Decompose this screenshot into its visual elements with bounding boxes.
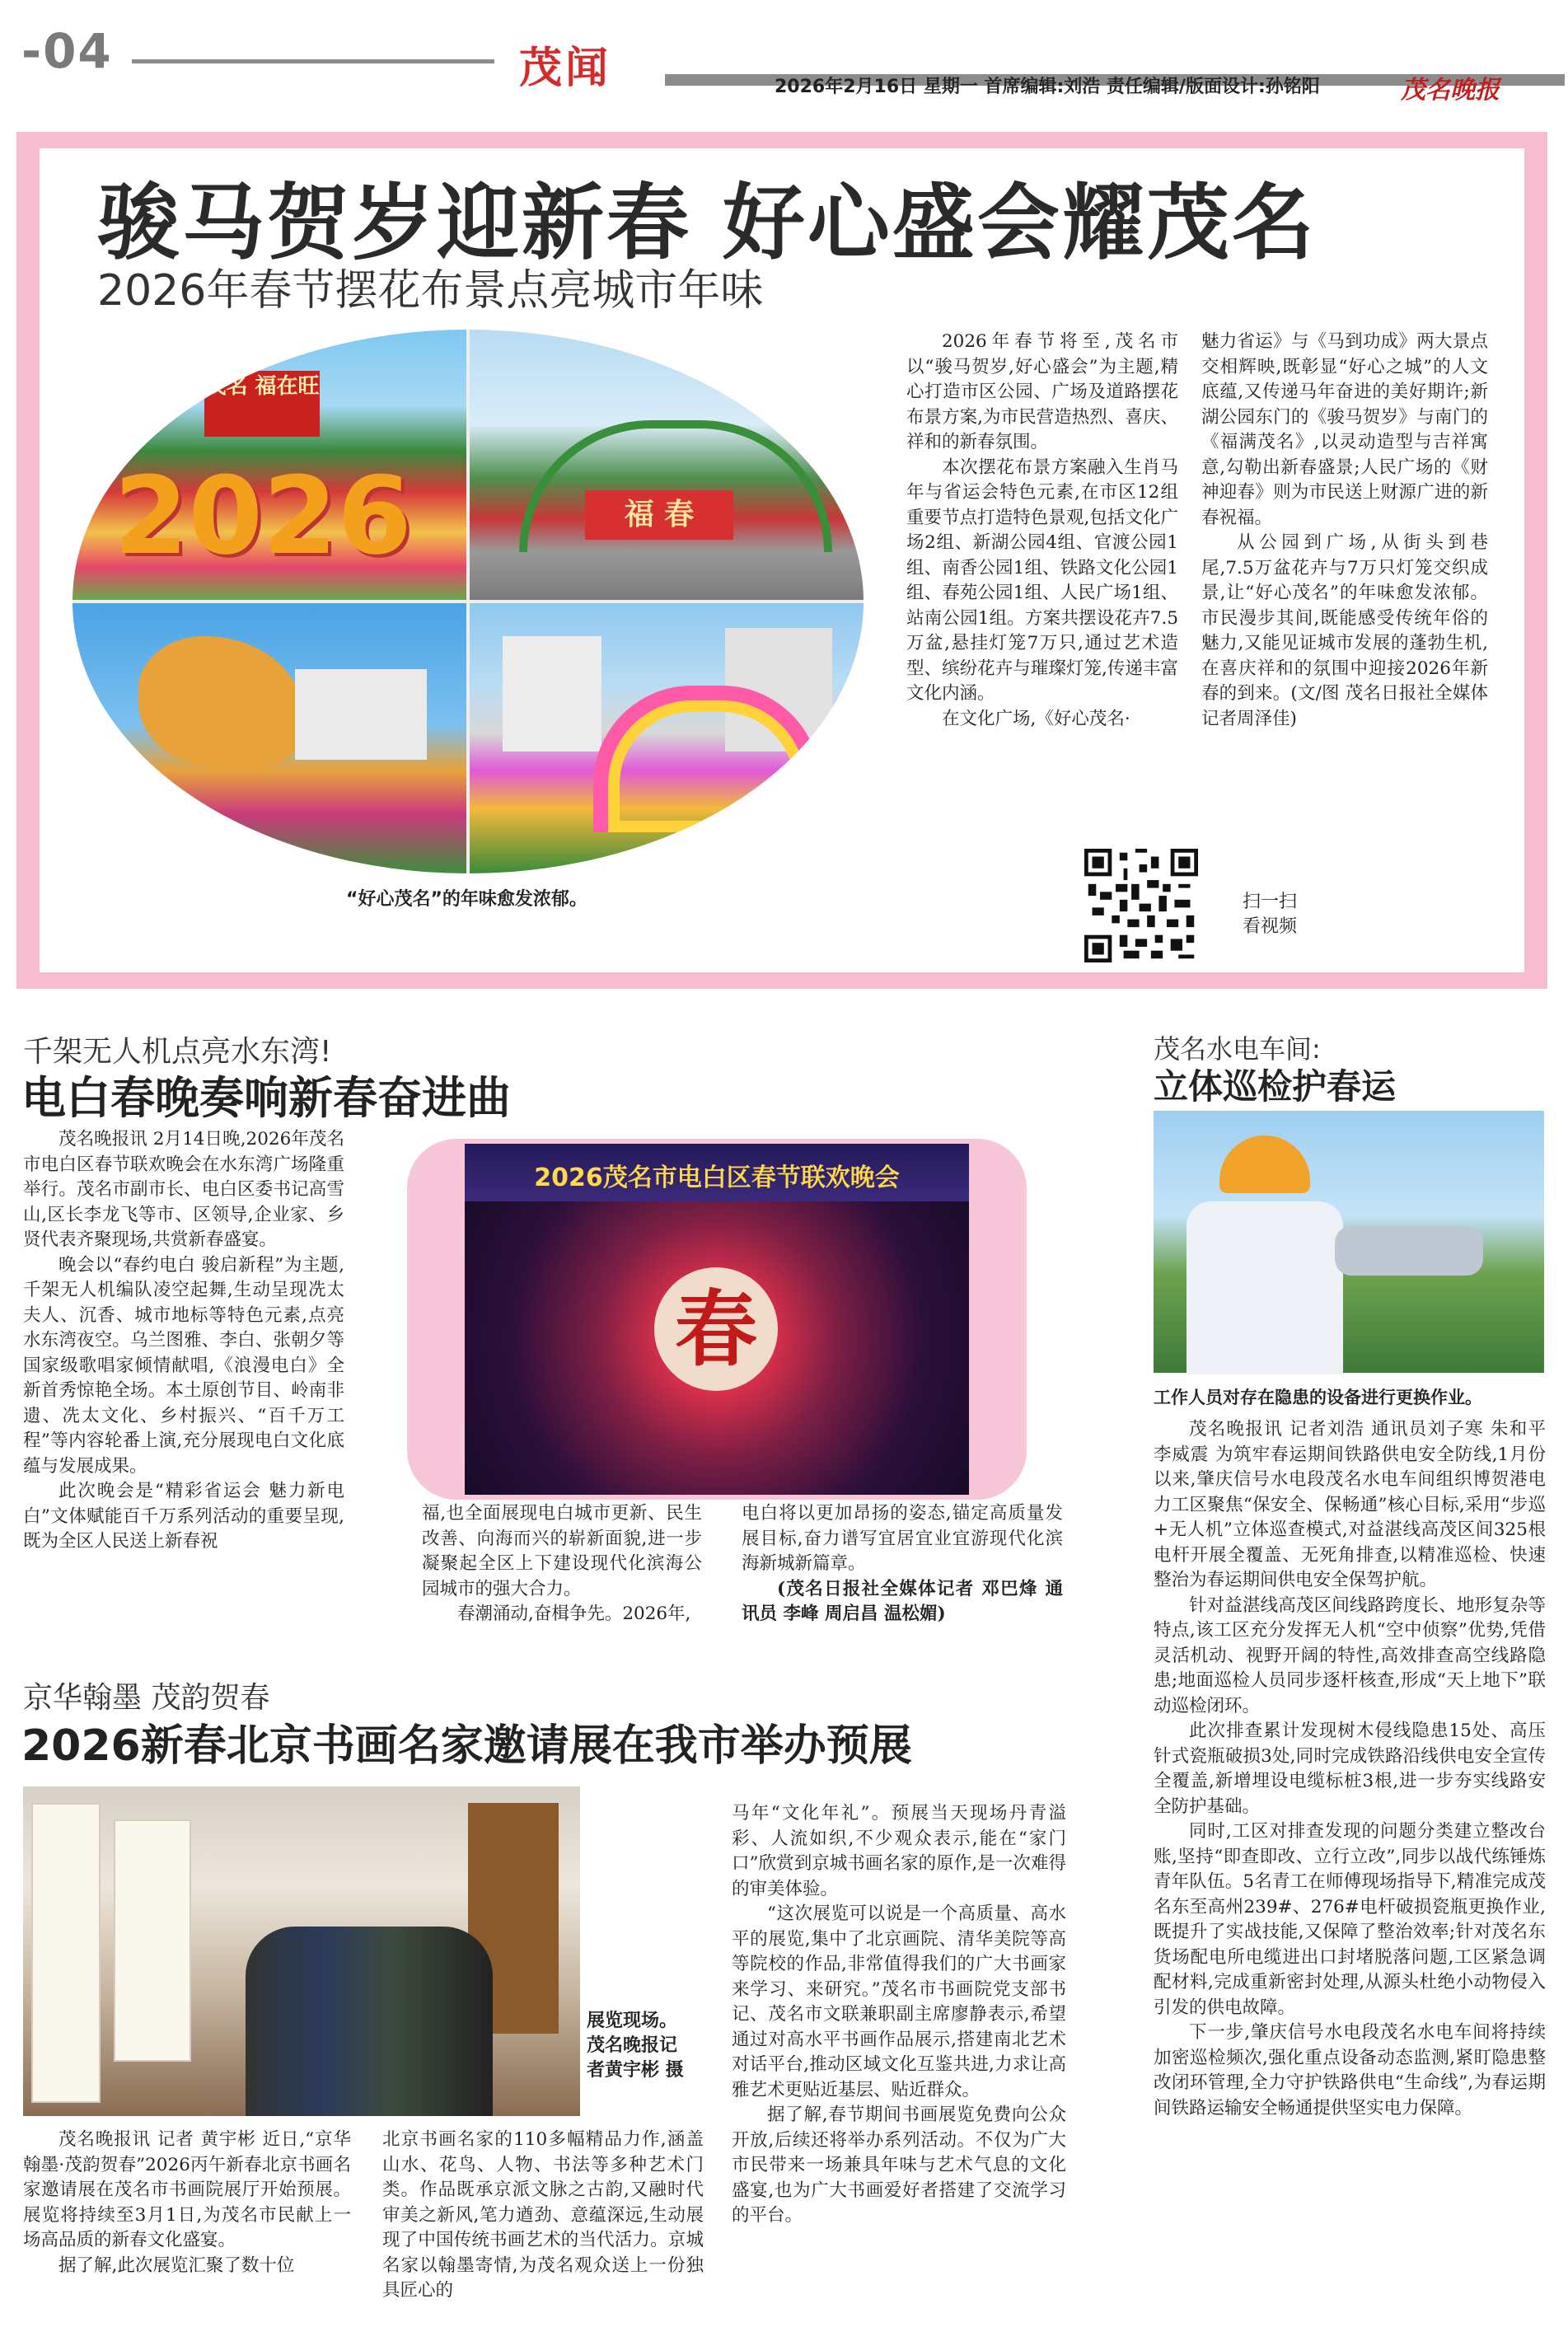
paragraph: 据了解,春节期间书画展览免费向公众开放,后续还将举办系列活动。不仅为广大市民带来一场兼具年味与艺术气息的文化盛宴,也为广大书画爱好者搭建了交流学习的平台。 bbox=[732, 2105, 1066, 2226]
gate-sign: 福 春 bbox=[585, 490, 733, 540]
exhibit-kicker: 京华翰墨 茂韵贺春 bbox=[23, 1681, 270, 1715]
paragraph: 此次晚会是“精彩省运会 魅力新电白”文体赋能百千万系列活动的重要呈现,既为全区人民送上新春祝 bbox=[23, 1481, 344, 1552]
paragraph: 茂名晚报讯 记者 黄宇彬 近日,“京华翰墨·茂韵贺春”2026丙午新春北京书画名家邀请展在茂名市书画院展厅开始预展。展览将持续至3月1日,为茂名市民献上一场高品质的新春文化盛宴。 bbox=[23, 2129, 351, 2250]
feature-column-1 bbox=[906, 330, 1178, 732]
section-name: 茂闻 bbox=[519, 44, 612, 93]
exhibit-photo bbox=[23, 1786, 580, 2116]
stage-title: 2026茂名市电白区春节联欢晚会 bbox=[534, 1164, 900, 1192]
exhibit-headline: 2026新春北京书画名家邀请展在我市举办预展 bbox=[21, 1721, 912, 1771]
hard-hat bbox=[1219, 1135, 1310, 1193]
paragraph: 茂名晚报讯 2月14日晚,2026年茂名市电白区春节联欢晚会在水东湾广场隆重举行。茂名市副市长、电白区委书记高雪山,区长李龙飞等市、区领导,企业家、乡贤代表齐聚现场,共赏新春盛宴。 bbox=[23, 1129, 344, 1250]
header-rule bbox=[132, 59, 494, 63]
drones-column-2 bbox=[422, 1501, 702, 1627]
header-meta: 2026年2月16日 星期一 首席编辑:刘浩 责任编辑/版面设计:孙铭阳 bbox=[775, 77, 1320, 97]
paragraph: “这次展览可以说是一个高质量、高水平的展览,集中了北京画院、清华美院等高等院校的作品,非常值得我们的广大书画家来学习、来研究。”茂名市书画院党支部书记、茂名市文联兼职副主席廖静表示,希望通过对高水平书画作品展示,搭建南北艺术对话平台,推动区域文化互鉴共进,力求让高雅艺术更贴近基层、贴近群众。 bbox=[732, 1903, 1066, 2100]
stage-character: 春 bbox=[654, 1267, 778, 1391]
exhibit-column-2 bbox=[382, 2128, 704, 2304]
newspaper-logo: 茂名晚报 bbox=[1401, 76, 1500, 105]
visitors bbox=[246, 1927, 493, 2116]
qr-label: 扫一扫 看视频 bbox=[1243, 892, 1298, 937]
paragraph: 晚会以“春约电白 骏启新程”为主题,千架无人机编队凌空起舞,生动呈现冼太夫人、沉香、城市地标等特色元素,点亮水东湾夜空。乌兰图雅、李白、张朝夕等国家级歌唱家倾情献唱,《浪漫电白》全新首秀惊艳全场。本土原创节目、岭南非遗、冼太文化、乡村振兴、“百千万工程”等内容轮番上演,充分展现电白文化底蕴与发展成果。 bbox=[23, 1254, 344, 1477]
paragraph: 下一步,肇庆信号水电段茂名水电车间将持续加密巡检频次,强化重点设备动态监测,紧盯隐患整改闭环管理,全力守护铁路供电“生命线”,为春运期间铁路运输安全畅通提供坚实电力保障。 bbox=[1154, 2022, 1546, 2119]
photo-horse-display bbox=[73, 603, 466, 873]
paragraph: 同时,工区对排查发现的问题分类建立整改台账,坚持“即查即改、立行立改”,同步以战代练锤炼青年队伍。5名青工在师傅现场指导下,精准完成茂名东至高州239#、276#电杆破损瓷瓶更换作业,既提升了实战技能,又保障了整治效率;针对茂名东货场配电所电缆进出口封堵脱落问题,工区紧急调配材料,完成重新密封处理,从源头杜绝小动物侵入引发的供电故障。 bbox=[1154, 1821, 1546, 2018]
drones-kicker: 千架无人机点亮水东湾! bbox=[23, 1035, 332, 1069]
photo-flower-2026 bbox=[73, 330, 466, 600]
drones-column-3 bbox=[742, 1501, 1063, 1627]
paragraph: 魅力省运》与《马到功成》两大景点交相辉映,既彰显“好心之城”的人文底蕴,又传递马年奋进的美好期许;新湖公园东门的《骏马贺岁》与南门的《福满茂名》,以灵动造型与吉祥寓意,勾勒出新春盛景;人民广场的《财神迎春》则为市民送上财源广进的新春祝福。 bbox=[1201, 331, 1488, 528]
feature-headline: 骏马贺岁迎新春 好心盛会耀茂名 bbox=[97, 175, 1317, 271]
photo-rainbow-display bbox=[470, 603, 864, 873]
photo-2026-text: 2026 bbox=[114, 453, 412, 578]
paragraph: 2026年春节将至,茂名市以“骏马贺岁,好心盛会”为主题,精心打造市区公园、广场及道路摆花布景方案,为市民营造热烈、喜庆、祥和的新春氛围。 bbox=[906, 331, 1178, 452]
gala-photo bbox=[465, 1144, 969, 1495]
feature-column-2 bbox=[1201, 330, 1488, 732]
horse-sculpture bbox=[138, 636, 303, 768]
qr-code[interactable] bbox=[1084, 849, 1198, 962]
calligraphy-scroll bbox=[114, 1819, 191, 2062]
paragraph: 此次排查累计发现树木侵线隐患15处、高压针式瓷瓶破损3处,同时完成铁路沿线供电安全宣传全覆盖,新增埋设电缆标桩3根,进一步夯实线路安全防护基础。 bbox=[1154, 1721, 1546, 1817]
power-photo-caption: 工作人员对存在隐患的设备进行更换作业。 bbox=[1154, 1388, 1482, 1407]
byline: (茂名日报社全媒体记者 邓巴烽 通讯员 李峰 周启昌 温松媚) bbox=[742, 1578, 1063, 1624]
paragraph: 福,也全面展现电白城市更新、民生改善、向海而兴的崭新面貌,进一步凝聚起全区上下建设现代化滨海公园城市的强大合力。 bbox=[422, 1503, 702, 1599]
paragraph: 马年“文化年礼”。预展当天现场丹青溢彩、人流如织,不少观众表示,能在“家门口”欣赏到京城书画名家的原作,是一次难得的审美体验。 bbox=[732, 1803, 1066, 1899]
exhibit-column-3 bbox=[732, 1801, 1066, 2229]
insulator bbox=[1335, 1226, 1483, 1276]
photo-park-gate bbox=[470, 330, 864, 600]
paragraph: 从公园到广场,从街头到巷尾,7.5万盆花卉与7万只灯笼交织成景,让“好心茂名”的年味愈发浓郁。市民漫步其间,既能感受传统年俗的魅力,又能见证城市发展的蓬勃生机,在喜庆祥和的氛围中迎接2026年新春的到来。(文/图 茂名日报社全媒体记者周泽佳) bbox=[1201, 532, 1488, 729]
page-number: -04 bbox=[21, 23, 113, 79]
paragraph: 本次摆花布景方案融入生肖马年与省运会特色元素,在市区12组重要节点打造特色景观,包括文化广场2组、新湖公园4组、官渡公园1组、南香公园1组、铁路文化公园1组、春苑公园1组、人民广场1组、站南公园1组。方案共摆设花卉7.5万盆,悬挂灯笼7万只,通过艺术造型、缤纷花卉与璀璨灯笼,传递丰富文化内涵。 bbox=[906, 457, 1178, 704]
power-headline: 立体巡检护春运 bbox=[1154, 1066, 1397, 1107]
paragraph: 茂名晚报讯 记者刘浩 通讯员刘子寒 朱和平 李威震 为筑牢春运期间铁路供电安全防线,1月份以来,肇庆信号水电段茂名水电车间组织博贺港电力工区聚焦“保安全、保畅通”核心目标,采用“步巡+无人机”立体巡查模式,对益湛线高茂区间325根电杆开展全覆盖、无死角排查,以精准巡检、快速整治为春运期间供电安全保驾护航。 bbox=[1154, 1419, 1546, 1590]
paragraph: 春潮涌动,奋楫争先。2026年, bbox=[457, 1604, 691, 1624]
power-column bbox=[1154, 1417, 1546, 2121]
paragraph: 在文化广场,《好心茂名· bbox=[942, 708, 1130, 729]
building bbox=[295, 669, 427, 760]
exhibit-column-1 bbox=[23, 2128, 351, 2278]
paragraph: 据了解,此次展览汇聚了数十位 bbox=[59, 2254, 295, 2276]
power-photo bbox=[1154, 1111, 1544, 1373]
photo-sign: 茂名 福在旺 bbox=[204, 371, 320, 437]
paragraph: 针对益湛线高茂区间线路跨度长、地形复杂等特点,该工区充分发挥无人机“空中侦察”优势,凭借灵活机动、视野开阔的特性,高效排查高空线路隐患;地面巡检人员同步逐杆核查,形成“天上地下”联动巡检闭环。 bbox=[1154, 1594, 1546, 1716]
feature-photo-caption: “好心茂名”的年味愈发浓郁。 bbox=[346, 889, 587, 910]
calligraphy-scroll bbox=[31, 1803, 101, 2103]
feature-subheadline: 2026年春节摆花布景点亮城市年味 bbox=[97, 266, 764, 316]
worker bbox=[1187, 1201, 1343, 1374]
power-kicker: 茂名水电车间: bbox=[1154, 1033, 1321, 1065]
building bbox=[503, 636, 601, 751]
exhibit-photo-caption: 展览现场。茂名晚报记者黄宇彬 摄 bbox=[587, 2011, 684, 2081]
feature-photo-collage bbox=[73, 330, 864, 873]
paragraph: 电白将以更加昂扬的姿态,锚定高质量发展目标,奋力谱写宜居宜业宜游现代化滨海新城新篇章。 bbox=[742, 1503, 1063, 1574]
drones-column-1 bbox=[23, 1127, 344, 1555]
paragraph: 北京书画名家的110多幅精品力作,涵盖山水、花鸟、人物、书法等多种艺术门类。作品既承京派文脉之古韵,又融时代审美之新风,笔力遒劲、意蕴深远,生动展现了中国传统书画艺术的当代活力。京城名家以翰墨寄情,为茂名观众送上一份独具匠心的 bbox=[382, 2129, 704, 2301]
drones-headline: 电白春晚奏响新春奋进曲 bbox=[21, 1072, 511, 1124]
